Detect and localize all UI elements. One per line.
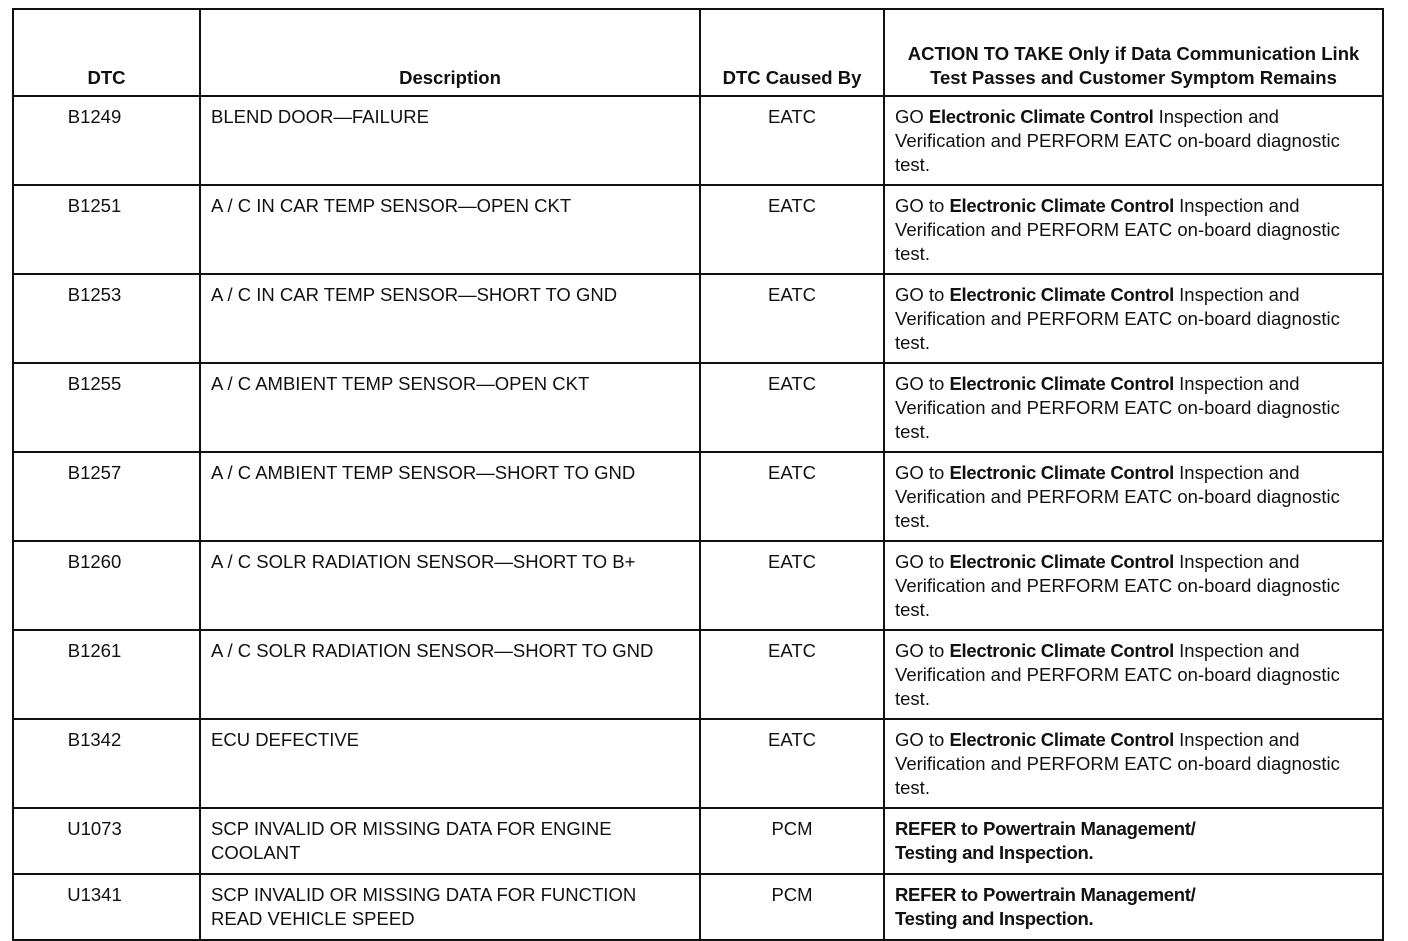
dtc-caused-by: EATC	[700, 96, 884, 185]
dtc-code: B1255	[13, 363, 200, 452]
dtc-caused-by: EATC	[700, 363, 884, 452]
table-row	[13, 452, 1383, 541]
action-reference: Electronic Climate Control	[949, 729, 1175, 750]
action-suffix: Inspection and Verification and PERFORM EATC on-board diagnostic test.	[895, 195, 1340, 264]
dtc-caused-by: PCM	[700, 874, 884, 940]
dtc-description: A / C AMBIENT TEMP SENSOR—OPEN CKT	[200, 363, 700, 452]
action-prefix: REFER to	[895, 818, 978, 839]
header-caused-by: DTC Caused By	[700, 9, 884, 96]
dtc-action	[884, 541, 1383, 630]
table-row	[13, 874, 1383, 940]
table-row	[13, 630, 1383, 719]
dtc-table-container	[12, 8, 1382, 941]
dtc-action	[884, 808, 1383, 874]
action-reference: Electronic Climate Control	[949, 373, 1175, 394]
dtc-action	[884, 719, 1383, 808]
dtc-caused-by: PCM	[700, 808, 884, 874]
action-suffix: Inspection and Verification and PERFORM EATC on-board diagnostic test.	[895, 462, 1340, 531]
table-row	[13, 541, 1383, 630]
action-reference-continued: Testing and Inspection.	[895, 842, 1094, 863]
dtc-caused-by: EATC	[700, 185, 884, 274]
dtc-description: A / C AMBIENT TEMP SENSOR—SHORT TO GND	[200, 452, 700, 541]
table-header-row	[13, 9, 1383, 96]
table-row	[13, 719, 1383, 808]
action-reference: Electronic Climate Control	[949, 284, 1175, 305]
table-row	[13, 185, 1383, 274]
dtc-action	[884, 363, 1383, 452]
action-reference-continued: Testing and Inspection.	[895, 908, 1094, 929]
dtc-caused-by: EATC	[700, 274, 884, 363]
action-suffix: Inspection and Verification and PERFORM EATC on-board diagnostic test.	[895, 284, 1340, 353]
dtc-code: B1342	[13, 719, 200, 808]
dtc-action	[884, 274, 1383, 363]
action-reference: Powertrain Management/	[983, 818, 1196, 839]
action-suffix: Inspection and Verification and PERFORM EATC on-board diagnostic test.	[895, 373, 1340, 442]
dtc-description: SCP INVALID OR MISSING DATA FOR FUNCTION READ VEHICLE SPEED	[200, 874, 700, 940]
dtc-caused-by: EATC	[700, 452, 884, 541]
action-prefix: GO to	[895, 640, 945, 661]
dtc-code: B1261	[13, 630, 200, 719]
table-row	[13, 808, 1383, 874]
action-prefix: GO to	[895, 729, 945, 750]
action-reference: Electronic Climate Control	[949, 551, 1175, 572]
action-reference: Electronic Climate Control	[949, 462, 1175, 483]
action-prefix: GO to	[895, 195, 945, 216]
action-prefix: GO to	[895, 373, 945, 394]
dtc-code: U1341	[13, 874, 200, 940]
dtc-caused-by: EATC	[700, 719, 884, 808]
action-prefix: GO to	[895, 462, 945, 483]
dtc-code: U1073	[13, 808, 200, 874]
action-prefix: REFER to	[895, 884, 978, 905]
dtc-description: BLEND DOOR—FAILURE	[200, 96, 700, 185]
table-row	[13, 363, 1383, 452]
action-suffix: Inspection and Verification and PERFORM EATC on-board diagnostic test.	[895, 640, 1340, 709]
dtc-description: ECU DEFECTIVE	[200, 719, 700, 808]
action-reference: Electronic Climate Control	[949, 640, 1175, 661]
table-row	[13, 96, 1383, 185]
table-row	[13, 274, 1383, 363]
dtc-caused-by: EATC	[700, 630, 884, 719]
dtc-code: B1253	[13, 274, 200, 363]
dtc-action	[884, 185, 1383, 274]
header-dtc: DTC	[13, 9, 200, 96]
dtc-caused-by: EATC	[700, 541, 884, 630]
dtc-description: A / C SOLR RADIATION SENSOR—SHORT TO GND	[200, 630, 700, 719]
dtc-description: A / C IN CAR TEMP SENSOR—SHORT TO GND	[200, 274, 700, 363]
action-reference: Electronic Climate Control	[949, 195, 1175, 216]
dtc-description: A / C SOLR RADIATION SENSOR—SHORT TO B+	[200, 541, 700, 630]
dtc-action	[884, 452, 1383, 541]
action-reference: Electronic Climate Control	[928, 106, 1154, 127]
dtc-action	[884, 96, 1383, 185]
dtc-action	[884, 874, 1383, 940]
action-suffix: Inspection and Verification and PERFORM EATC on-board diagnostic test.	[895, 106, 1340, 175]
action-prefix: GO to	[895, 551, 945, 572]
header-action: ACTION TO TAKE Only if Data Communication Link Test Passes and Customer Symptom Remains	[884, 9, 1383, 96]
dtc-table	[12, 8, 1384, 941]
header-description: Description	[200, 9, 700, 96]
dtc-action	[884, 630, 1383, 719]
action-prefix: GO to	[895, 284, 945, 305]
dtc-code: B1251	[13, 185, 200, 274]
action-reference: Powertrain Management/	[983, 884, 1196, 905]
dtc-code: B1249	[13, 96, 200, 185]
action-suffix: Inspection and Verification and PERFORM EATC on-board diagnostic test.	[895, 551, 1340, 620]
dtc-description: A / C IN CAR TEMP SENSOR—OPEN CKT	[200, 185, 700, 274]
dtc-code: B1260	[13, 541, 200, 630]
action-suffix: Inspection and Verification and PERFORM EATC on-board diagnostic test.	[895, 729, 1340, 798]
dtc-code: B1257	[13, 452, 200, 541]
action-prefix: GO	[895, 106, 924, 127]
dtc-description: SCP INVALID OR MISSING DATA FOR ENGINE COOLANT	[200, 808, 700, 874]
